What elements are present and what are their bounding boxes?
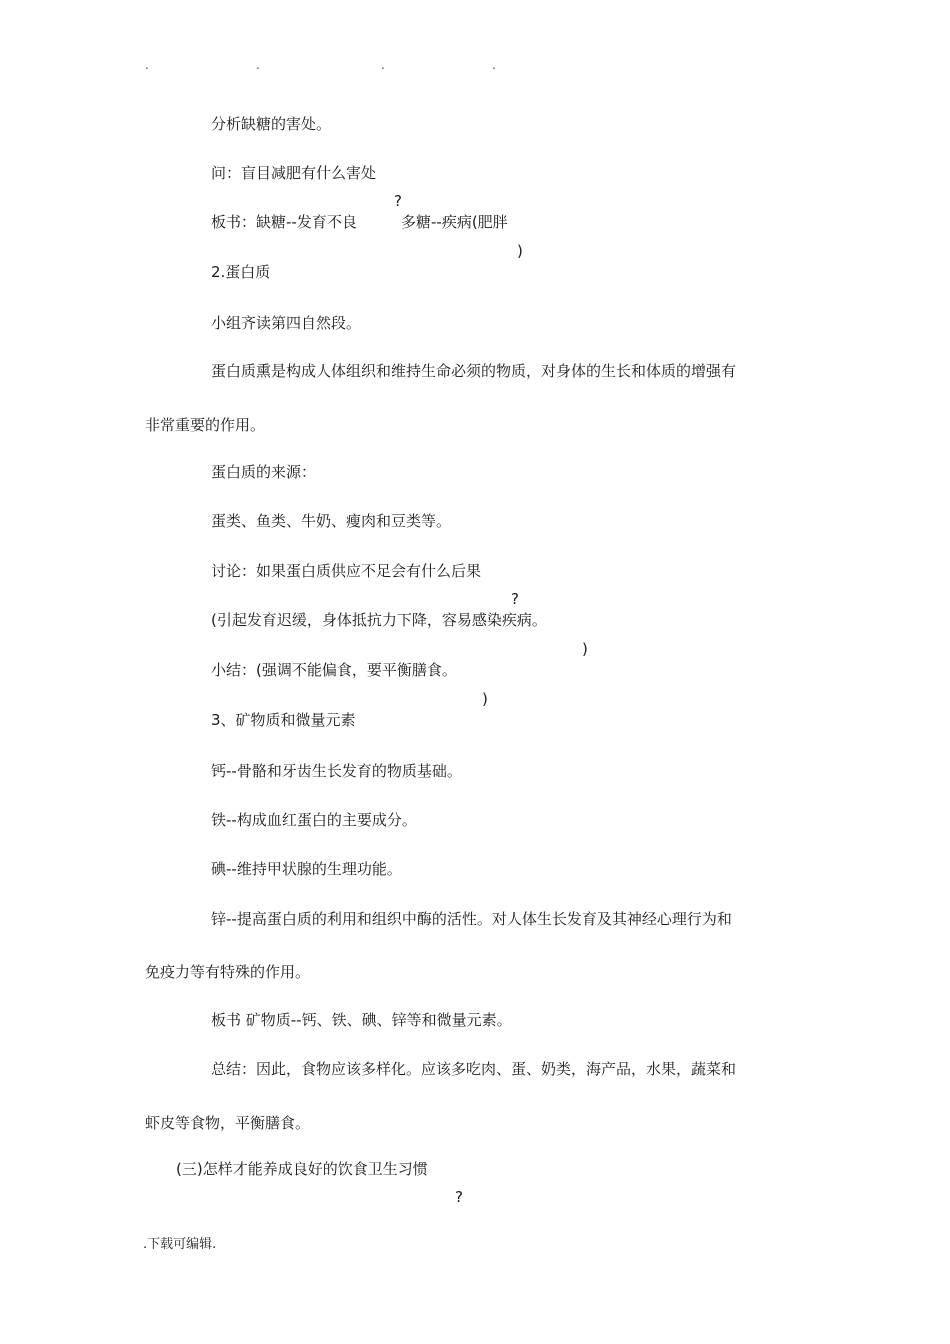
paragraph: 钙--骨骼和牙齿生长发育的物质基础。	[211, 762, 462, 780]
paragraph: (引起发育迟缓，身体抵抗力下降，容易感染疾病。	[211, 611, 547, 629]
question-mark: ?	[394, 192, 402, 210]
paragraph: 问：盲目减肥有什么害处	[211, 164, 377, 182]
closing-paren: )	[482, 690, 488, 708]
board-note: 板书 矿物质--钙、铁、碘、锌等和微量元素。	[211, 1011, 512, 1029]
question-mark: ?	[511, 590, 519, 608]
paragraph: 锌--提高蛋白质的利用和组织中酶的活性。对人体生长发育及其神经心理行为和	[211, 910, 732, 928]
page-footer: .下载可编辑.	[143, 1237, 217, 1252]
paragraph: 总结：因此，食物应该多样化。应该多吃肉、蛋、奶类，海产品，水果，蔬菜和	[211, 1060, 737, 1078]
header-dot: .	[145, 58, 149, 72]
paragraph: 非常重要的作用。	[145, 416, 266, 434]
paragraph: 讨论：如果蛋白质供应不足会有什么后果	[211, 562, 482, 580]
question-mark: ?	[455, 1188, 463, 1206]
closing-paren: )	[582, 640, 588, 658]
board-note: 多糖--疾病(肥胖	[401, 213, 508, 231]
paragraph: 小组齐读第四自然段。	[211, 314, 362, 332]
paragraph: 蛋类、鱼类、牛奶、瘦肉和豆类等。	[211, 512, 452, 530]
section-heading: (三)怎样才能养成良好的饮食卫生习惯	[176, 1160, 428, 1178]
section-heading: 2.蛋白质	[211, 263, 271, 281]
paragraph: 分析缺糖的害处。	[211, 115, 332, 133]
board-note: 板书：缺糖--发育不良	[211, 213, 357, 231]
paragraph: 蛋白质熏是构成人体组织和维持生命必须的物质，对身体的生长和体质的增强有	[211, 362, 737, 380]
section-heading: 3、矿物质和微量元素	[211, 711, 356, 729]
paragraph: 铁--构成血红蛋白的主要成分。	[211, 811, 417, 829]
paragraph: 碘--维持甲状腺的生理功能。	[211, 860, 402, 878]
header-dot: .	[256, 58, 260, 72]
paragraph: 免疫力等有特殊的作用。	[145, 963, 311, 981]
paragraph: 虾皮等食物，平衡膳食。	[145, 1114, 311, 1132]
header-dot: .	[492, 58, 496, 72]
closing-paren: )	[517, 242, 523, 260]
paragraph: 小结：(强调不能偏食，要平衡膳食。	[211, 661, 457, 679]
paragraph: 蛋白质的来源：	[211, 463, 317, 481]
header-dot: .	[381, 58, 385, 72]
